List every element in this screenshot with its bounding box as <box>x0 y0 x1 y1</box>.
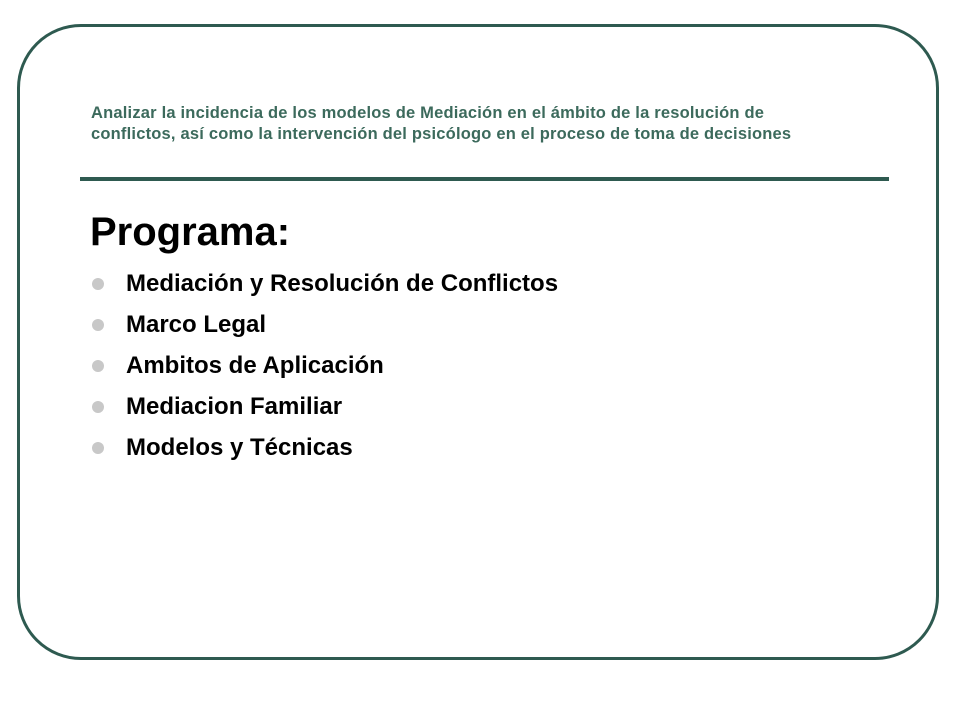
list-item <box>88 427 558 468</box>
bullet-icon <box>92 442 104 454</box>
bullet-icon <box>92 278 104 290</box>
topic-label: Ambitos de Aplicación <box>126 351 384 379</box>
topic-label: Modelos y Técnicas <box>126 433 353 461</box>
bullet-icon <box>92 401 104 413</box>
list-item <box>88 345 558 386</box>
list-item <box>88 263 558 304</box>
list-item <box>88 304 558 345</box>
topic-label: Mediacion Familiar <box>126 392 343 420</box>
slide-title: Programa: <box>90 210 291 254</box>
slide-header: Analizar la incidencia de los modelos de Mediación en el ámbito de la resolución de conflictos, así como la intervención del psicólogo en el proceso de toma de decisiones <box>91 104 792 143</box>
list-item <box>88 386 558 427</box>
topic-label: Mediación y Resolución de Conflictos <box>126 269 559 297</box>
topic-label: Marco Legal <box>126 310 267 338</box>
bullet-icon <box>92 319 104 331</box>
bullet-icon <box>92 360 104 372</box>
header-divider <box>80 177 889 181</box>
topic-list <box>88 263 558 468</box>
